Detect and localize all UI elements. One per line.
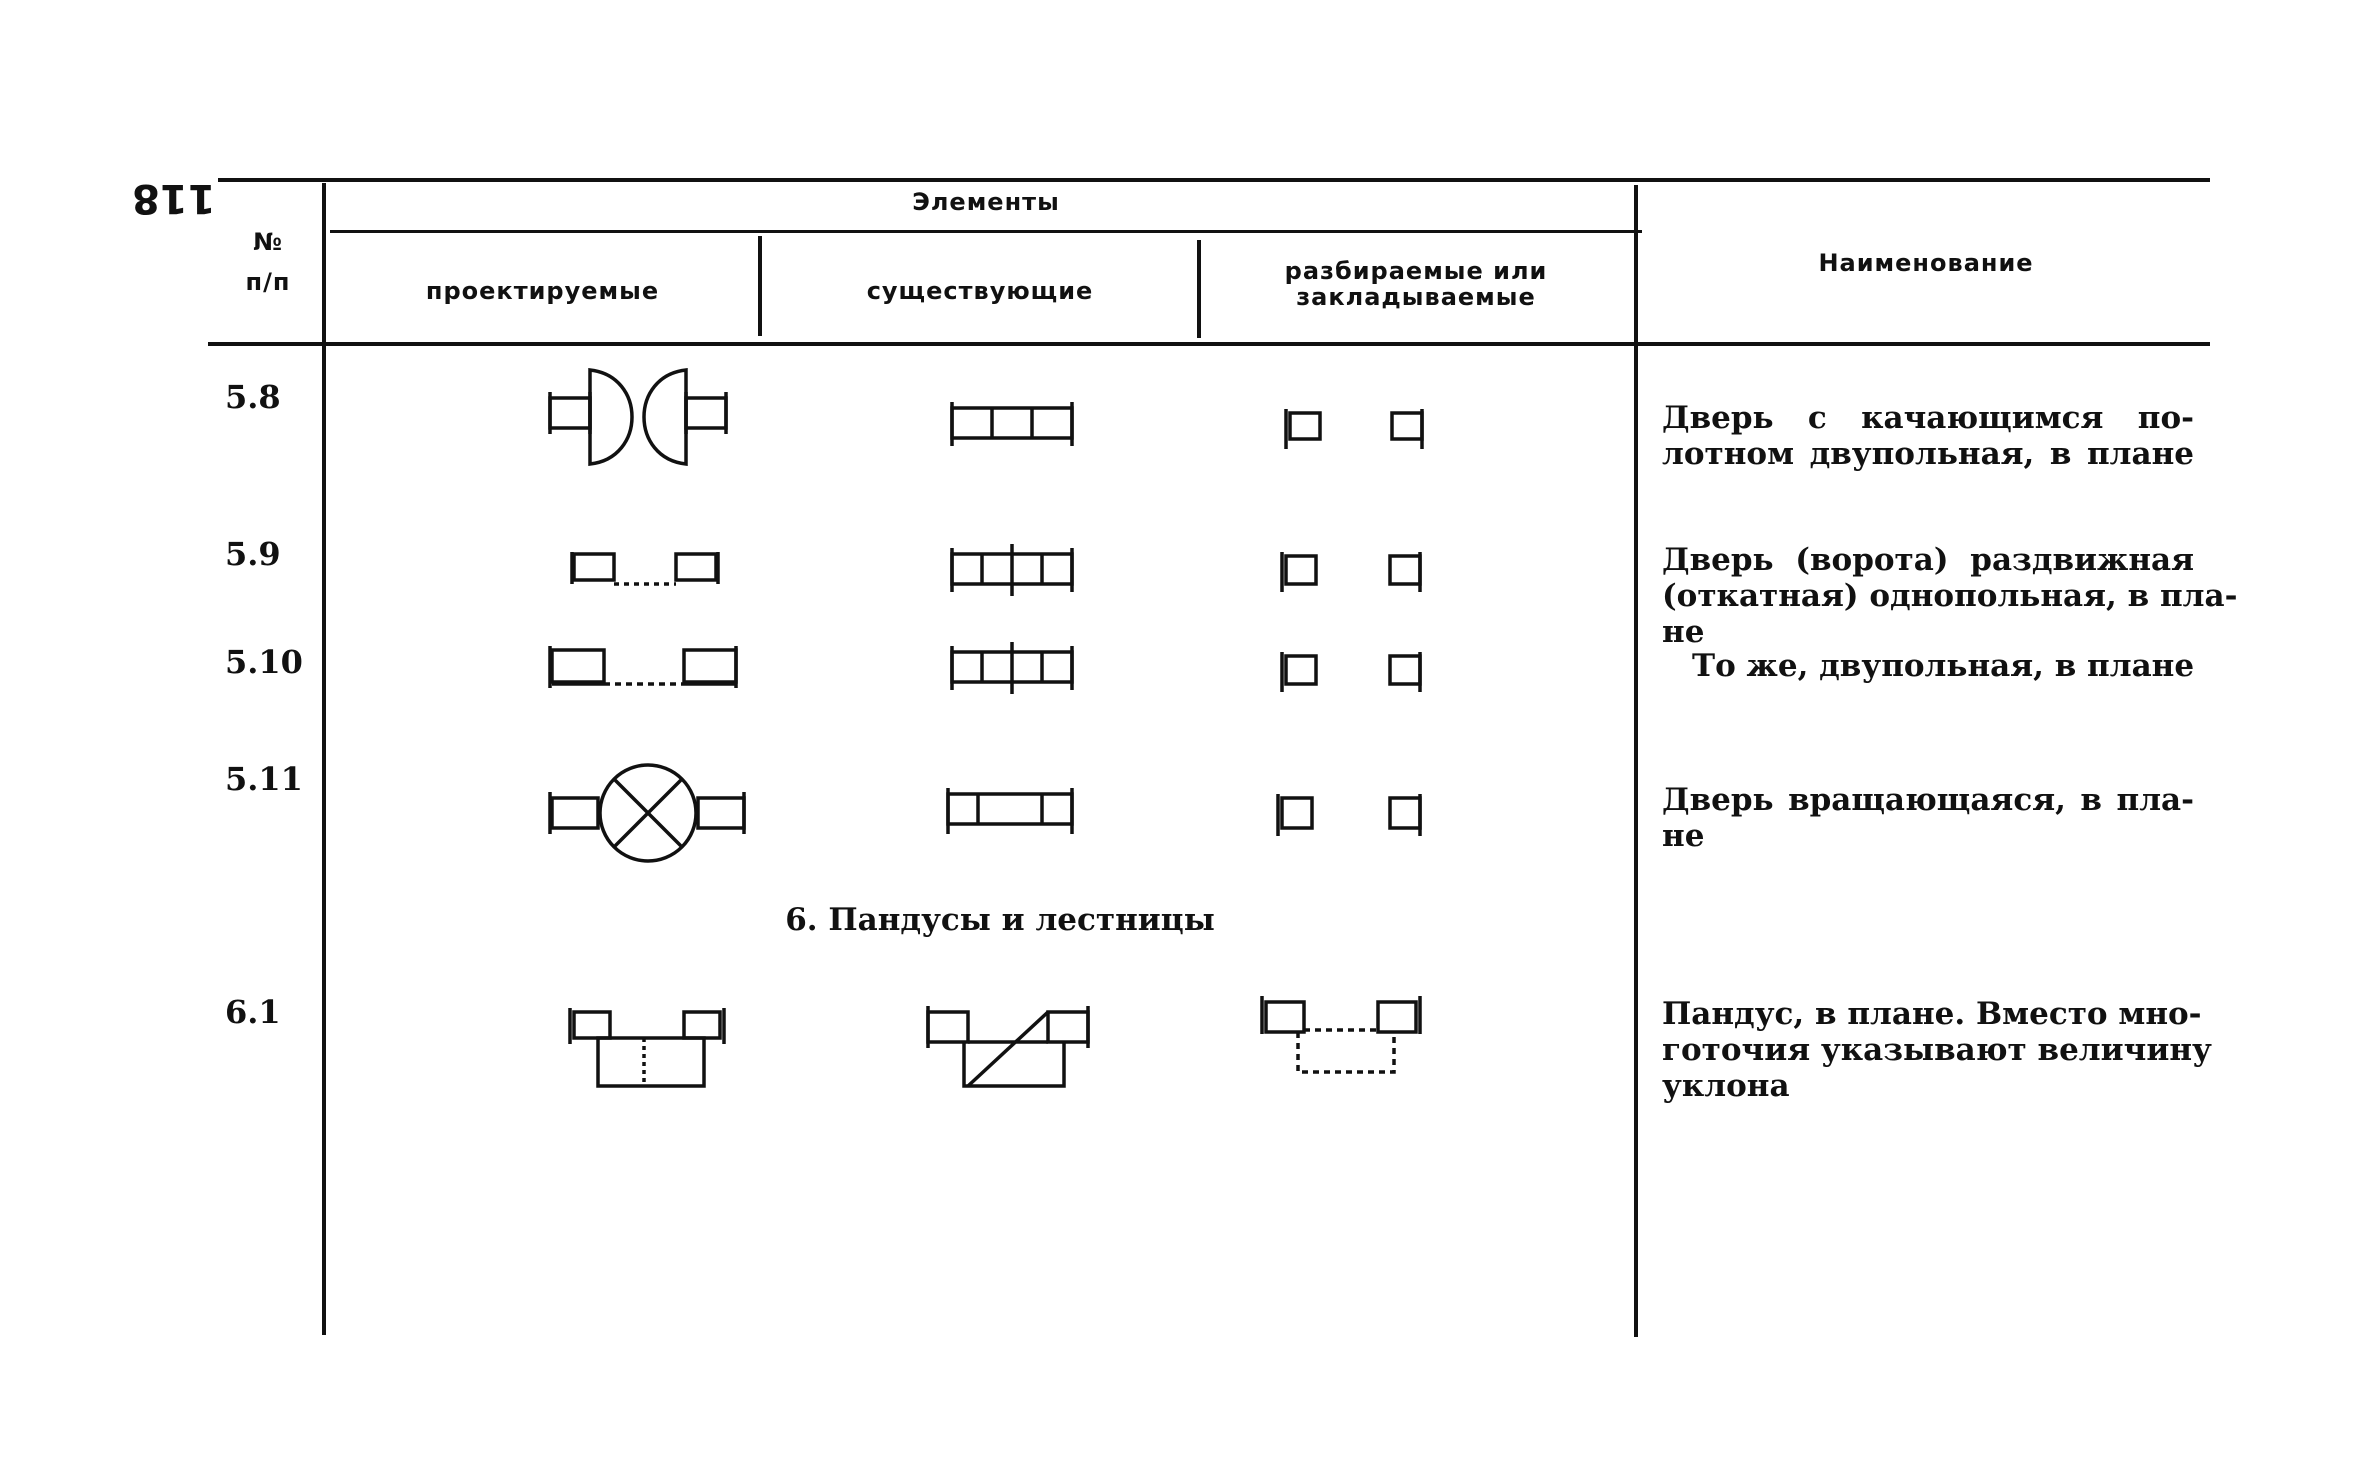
symbol-5-10-removed <box>1278 648 1438 698</box>
row-number-5-11: 5.11 <box>225 760 303 798</box>
description-line: готочия указывают величину <box>1662 1032 2212 1068</box>
symbol-6-1-removed <box>1258 994 1428 1078</box>
description-line: Дверь с качающимся по- <box>1662 400 2194 436</box>
page-number: 118 <box>132 175 216 221</box>
symbol-5-8-designed <box>548 368 738 468</box>
header-elements-group: Элементы <box>912 188 1060 216</box>
description-line: Дверь вращающаяся, в пла- <box>1662 782 2194 818</box>
symbol-5-11-designed <box>548 762 748 866</box>
description-line: Пандус, в плане. Вместо мно- <box>1662 996 2202 1032</box>
row-number-5-10: 5.10 <box>225 643 303 681</box>
description-line: не <box>1662 818 1705 854</box>
description-line: лотном двупольная, в плане <box>1662 436 2194 472</box>
symbol-5-9-removed <box>1278 548 1438 598</box>
row-number-5-8: 5.8 <box>225 378 281 416</box>
description-line: уклона <box>1662 1068 1790 1104</box>
description-5-10 <box>1692 648 2195 684</box>
description-5-11 <box>1662 782 2194 854</box>
symbol-5-10-designed <box>548 644 738 694</box>
symbol-5-9-designed <box>568 548 728 592</box>
description-5-9 <box>1662 542 2238 650</box>
table-top-rule <box>218 178 2210 182</box>
symbol-5-10-existing <box>948 640 1078 696</box>
row-number-5-9: 5.9 <box>225 535 281 573</box>
header-number-col: № п/п <box>245 228 291 296</box>
col-rule-3 <box>1197 240 1201 338</box>
header-bottom-rule <box>208 342 2210 346</box>
row-number-6-1: 6.1 <box>225 993 281 1031</box>
description-line: То же, двупольная, в плане <box>1692 648 2195 684</box>
symbol-6-1-existing <box>924 1000 1094 1092</box>
description-line: не <box>1662 614 1705 650</box>
header-col-name: Наименование <box>1818 249 2034 277</box>
description-line: (откатная) однопольная, в пла- <box>1662 578 2238 614</box>
section-title: 6. Пандусы и лестницы <box>785 902 1215 938</box>
col-rule-1 <box>322 183 326 1335</box>
elements-group-rule <box>330 230 1642 233</box>
symbol-5-8-existing <box>948 400 1078 450</box>
symbol-5-8-removed <box>1282 405 1432 455</box>
col-rule-2 <box>758 236 762 336</box>
symbol-5-11-existing <box>944 786 1078 838</box>
symbol-5-11-removed <box>1274 790 1438 842</box>
header-col-existing: существующие <box>866 277 1094 305</box>
description-5-8 <box>1662 400 2194 472</box>
header-col-removed: разбираемые или закладываемые <box>1284 257 1548 311</box>
description-line: Дверь (ворота) раздвижная <box>1662 542 2194 578</box>
header-col-designed: проектируемые <box>425 277 660 305</box>
col-rule-4 <box>1634 185 1638 1337</box>
description-6-1 <box>1662 996 2212 1104</box>
symbol-6-1-designed <box>566 1006 736 1090</box>
symbol-5-9-existing <box>948 542 1078 598</box>
